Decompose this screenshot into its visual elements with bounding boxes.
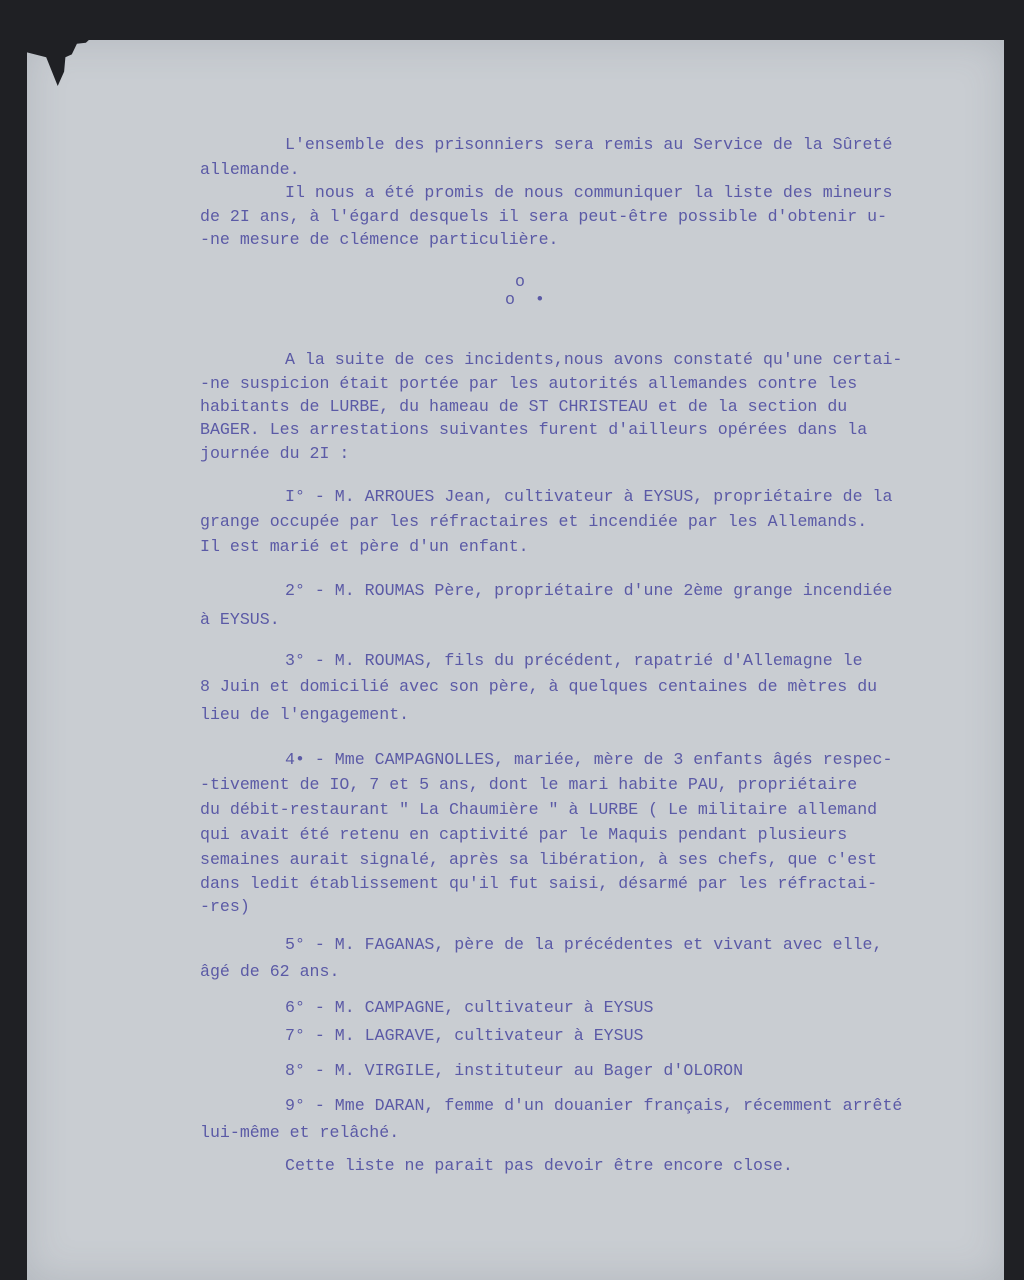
text-line: habitants de LURBE, du hameau de ST CHRISTEAU et de la section du bbox=[200, 397, 848, 416]
text-line: Il nous a été promis de nous communiquer la liste des mineurs bbox=[285, 183, 893, 202]
text-line: âgé de 62 ans. bbox=[200, 962, 340, 981]
text-line: dans ledit établissement qu'il fut saisi, désarmé par les réfractai- bbox=[200, 874, 878, 893]
text-line: -tivement de IO, 7 et 5 ans, dont le mari habite PAU, propriétaire bbox=[200, 775, 858, 794]
text-line: -ne mesure de clémence particulière. bbox=[200, 230, 559, 249]
text-line: de 2I ans, à l'égard desquels il sera peut-être possible d'obtenir u- bbox=[200, 207, 888, 226]
text-line: Cette liste ne parait pas devoir être encore close. bbox=[285, 1156, 793, 1175]
text-line: 2° - M. ROUMAS Père, propriétaire d'une 2ème grange incendiée bbox=[285, 581, 893, 600]
text-line: à EYSUS. bbox=[200, 610, 280, 629]
text-line: 9° - Mme DARAN, femme d'un douanier français, récemment arrêté bbox=[285, 1096, 903, 1115]
text-line: 8 Juin et domicilié avec son père, à quelques centaines de mètres du bbox=[200, 677, 878, 696]
text-line: journée du 2I : bbox=[200, 444, 350, 463]
text-line: A la suite de ces incidents,nous avons constaté qu'une certai- bbox=[285, 350, 903, 369]
text-line: 7° - M. LAGRAVE, cultivateur à EYSUS bbox=[285, 1026, 644, 1045]
text-line: 5° - M. FAGANAS, père de la précédentes et vivant avec elle, bbox=[285, 935, 883, 954]
text-line: I° - M. ARROUES Jean, cultivateur à EYSUS, propriétaire de la bbox=[285, 487, 893, 506]
text-line: -res) bbox=[200, 897, 250, 916]
separator-mark: o • bbox=[505, 290, 545, 309]
text-line: L'ensemble des prisonniers sera remis au Service de la Sûreté bbox=[285, 135, 893, 154]
text-line: Il est marié et père d'un enfant. bbox=[200, 537, 529, 556]
text-line: qui avait été retenu en captivité par le Maquis pendant plusieurs bbox=[200, 825, 848, 844]
separator-mark: o bbox=[515, 272, 525, 291]
text-line: 6° - M. CAMPAGNE, cultivateur à EYSUS bbox=[285, 998, 654, 1017]
text-line: 4• - Mme CAMPAGNOLLES, mariée, mère de 3 enfants âgés respec- bbox=[285, 750, 893, 769]
text-line: 3° - M. ROUMAS, fils du précédent, rapatrié d'Allemagne le bbox=[285, 651, 863, 670]
text-line: grange occupée par les réfractaires et incendiée par les Allemands. bbox=[200, 512, 868, 531]
text-line: BAGER. Les arrestations suivantes furent d'ailleurs opérées dans la bbox=[200, 420, 868, 439]
text-line: lieu de l'engagement. bbox=[200, 705, 410, 724]
text-line: allemande. bbox=[200, 160, 300, 179]
text-line: 8° - M. VIRGILE, instituteur au Bager d'OLORON bbox=[285, 1061, 744, 1080]
text-line: -ne suspicion était portée par les autorités allemandes contre les bbox=[200, 374, 858, 393]
text-line: lui-même et relâché. bbox=[200, 1123, 400, 1142]
text-line: semaines aurait signalé, après sa libération, à ses chefs, que c'est bbox=[200, 850, 878, 869]
text-line: du débit-restaurant " La Chaumière " à LURBE ( Le militaire allemand bbox=[200, 800, 878, 819]
